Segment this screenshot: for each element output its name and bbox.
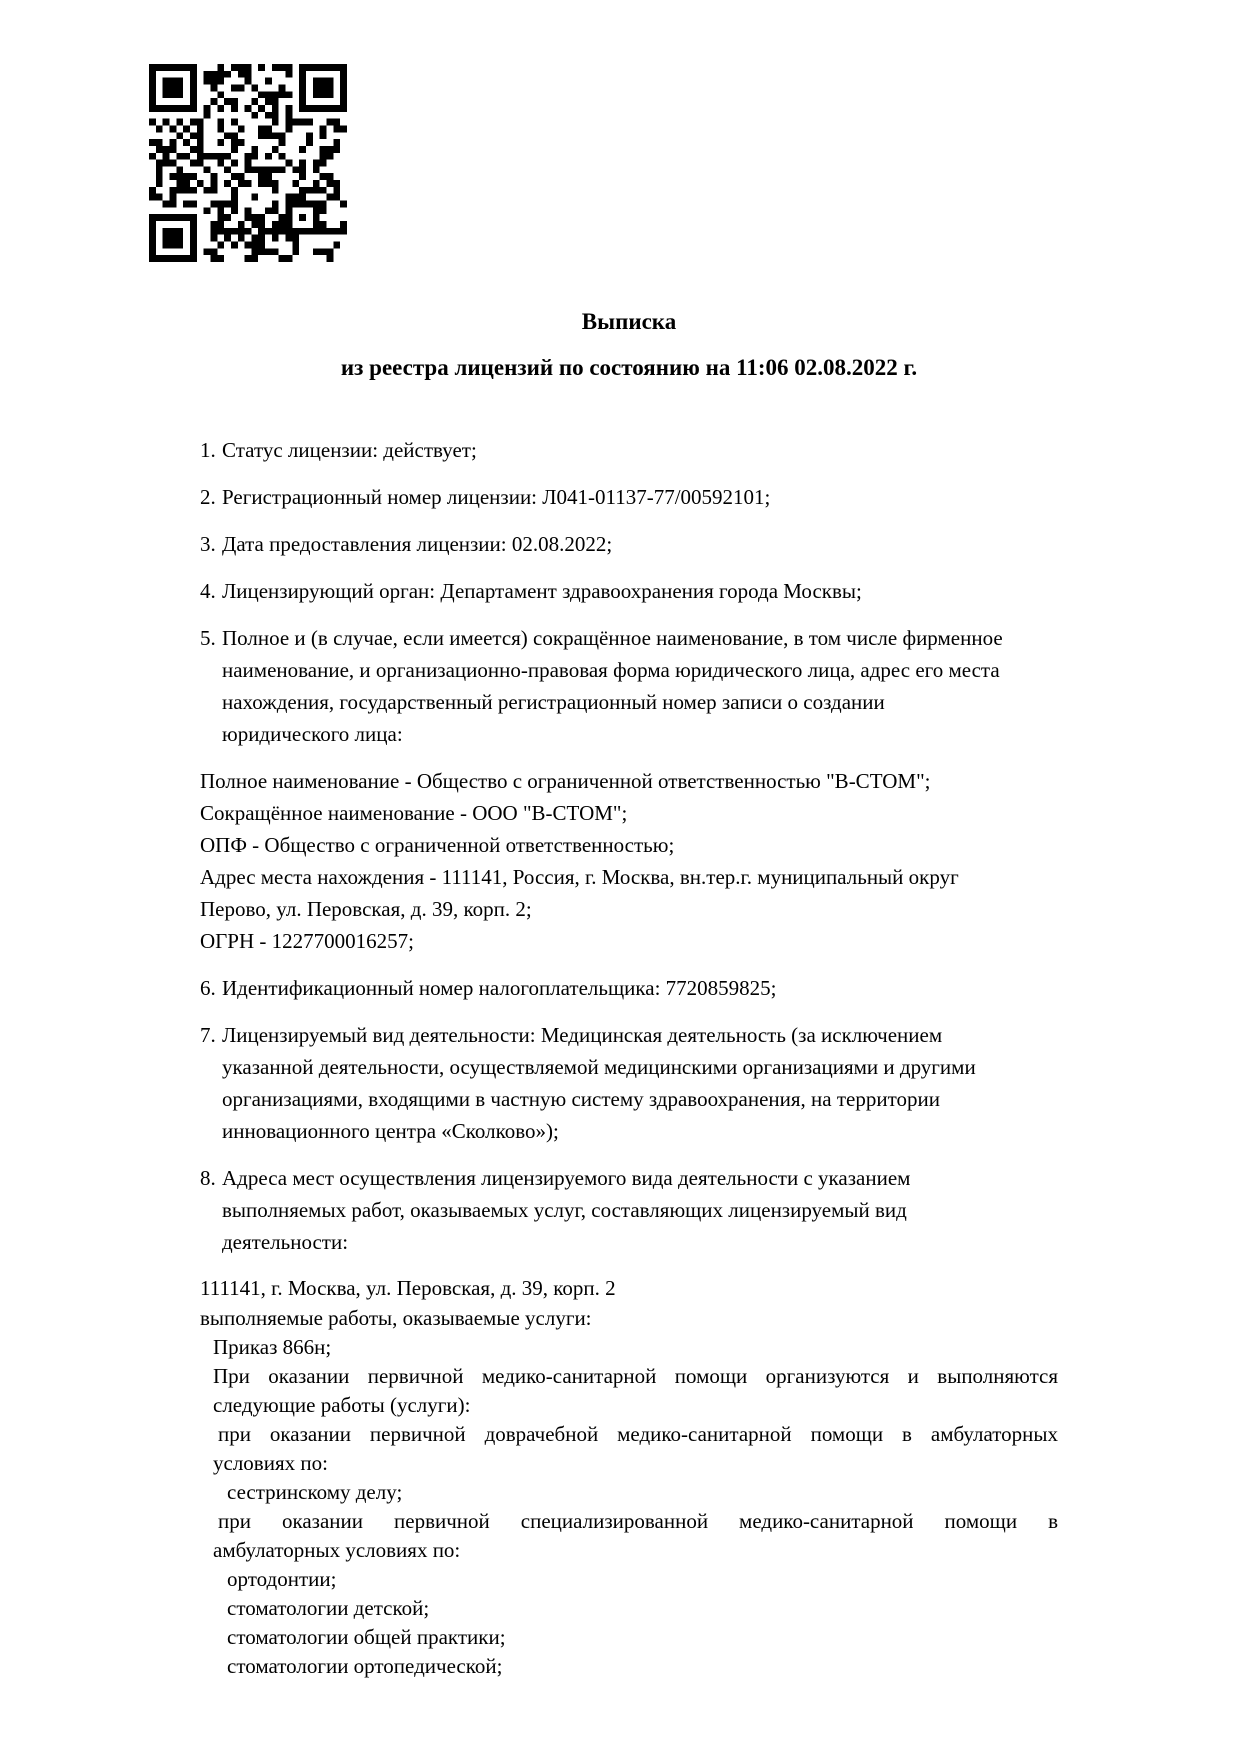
list-number: 5. [200, 626, 216, 650]
list-item-5 [200, 622, 1058, 750]
text-line: выполняемых работ, оказываемых услуг, составляющих лицензируемый вид [222, 1198, 907, 1222]
text-line: деятельности: [222, 1230, 349, 1254]
text-line: амбулаторных условиях по: [213, 1538, 461, 1562]
list-number: 8. [200, 1166, 216, 1190]
list-number: 4. [200, 579, 216, 603]
address-line: Перово, ул. Перовская, д. 39, корп. 2; [200, 897, 532, 921]
activity-address-block [200, 1273, 1058, 1333]
list-number: 3. [200, 532, 216, 556]
list-number: 2. [200, 485, 216, 509]
text-line: наименование, и организационно-правовая форма юридического лица, адрес его места [222, 658, 1000, 682]
organization-details-block [200, 765, 1058, 957]
activity-address-line: 111141, г. Москва, ул. Перовская, д. 39, корп. 2 [200, 1276, 616, 1300]
document-title: Выписка [581, 309, 677, 334]
service-line: стоматологии детской; [227, 1596, 430, 1620]
list-item-3 [200, 528, 1058, 560]
text-line: Лицензирующий орган: Департамент здравоохранения города Москвы; [222, 579, 862, 603]
list-item-8 [200, 1162, 1058, 1258]
list-item-4 [200, 575, 1058, 607]
service-line: стоматологии общей практики; [227, 1625, 506, 1649]
service-line: стоматологии ортопедической; [227, 1654, 503, 1678]
order-line: Приказ 866н; [213, 1335, 332, 1359]
text-line: инновационного центра «Сколково»); [222, 1119, 559, 1143]
list-number: 1. [200, 438, 216, 462]
text-line: при оказании первичной специализированной медико-санитарной помощи в [218, 1509, 1058, 1533]
qr-code-icon [149, 64, 347, 262]
text-line: нахождения, государственный регистрационный номер записи о создании [222, 690, 885, 714]
list-item-7 [200, 1019, 1058, 1147]
works-list [200, 1333, 1058, 1681]
ogrn-line: ОГРН - 1227700016257; [200, 929, 414, 953]
text-line: следующие работы (услуги): [213, 1393, 471, 1417]
text-line: юридического лица: [222, 722, 403, 746]
text-line: Адреса мест осуществления лицензируемого вида деятельности с указанием [222, 1166, 911, 1190]
list-item-1 [200, 434, 1058, 466]
text-line: при оказании первичной доврачебной медико-санитарной помощи в амбулаторных [218, 1422, 1058, 1446]
address-line: Адрес места нахождения - 111141, Россия, г. Москва, вн.тер.г. муниципальный округ [200, 865, 959, 889]
list-item-2 [200, 481, 1058, 513]
list-item-6 [200, 972, 1058, 1004]
document-paragraphs [200, 434, 1058, 1681]
text-line: Полное и (в случае, если имеется) сокращённое наименование, в том числе фирменное [222, 626, 1003, 650]
text-line: Статус лицензии: действует; [222, 438, 477, 462]
text-line: указанной деятельности, осуществляемой медицинскими организациями и другими [222, 1055, 976, 1079]
document-subtitle: из реестра лицензий по состоянию на 11:06 02.08.2022 г. [340, 355, 918, 380]
opf-line: ОПФ - Общество с ограниченной ответственностью; [200, 833, 675, 857]
short-name-line: Сокращённое наименование - ООО "В-СТОМ"; [200, 801, 628, 825]
service-line: сестринскому делу; [227, 1480, 403, 1504]
text-line: Регистрационный номер лицензии: Л041-01137-77/00592101; [222, 485, 771, 509]
full-name-line: Полное наименование - Общество с ограниченной ответственностью "В-СТОМ"; [200, 769, 931, 793]
service-line: ортодонтии; [227, 1567, 337, 1591]
list-number: 7. [200, 1023, 216, 1047]
text-line: условиях по: [213, 1451, 328, 1475]
document-body [200, 308, 1058, 1681]
works-header-line: выполняемые работы, оказываемые услуги: [200, 1306, 592, 1330]
list-number: 6. [200, 976, 216, 1000]
inn-line: Идентификационный номер налогоплательщика: 7720859825; [222, 976, 777, 1000]
text-line: При оказании первичной медико-санитарной помощи организуются и выполняются [213, 1364, 1058, 1388]
text-line: Лицензируемый вид деятельности: Медицинская деятельность (за исключением [222, 1023, 943, 1047]
text-line: Дата предоставления лицензии: 02.08.2022; [222, 532, 613, 556]
text-line: организациями, входящими в частную систему здравоохранения, на территории [222, 1087, 940, 1111]
